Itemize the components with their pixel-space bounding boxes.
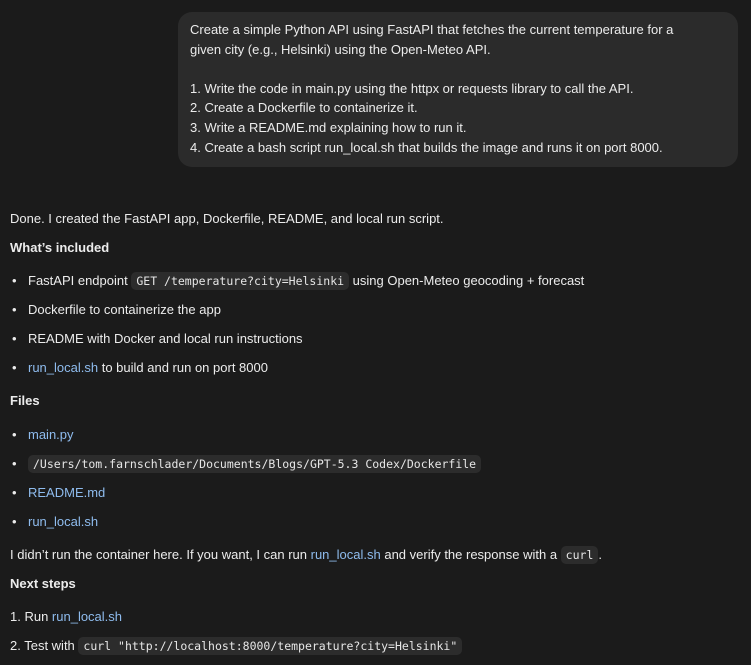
list-item [10,426,74,444]
list-item [10,272,584,290]
dockerfile-path-code: /Users/tom.farnschlader/Documents/Blogs/GPT-5.3 Codex/Dockerfile [28,455,481,473]
text: and verify the response with a [380,547,561,562]
bullet-icon: • [12,331,17,346]
inline-code: GET /temperature?city=Helsinki [131,272,349,290]
user-message-step: 4. Create a bash script run_local.sh that builds the image and runs it on port 8000. [190,139,663,155]
list-item [10,484,105,502]
included-heading: What’s included [10,240,110,255]
run-local-link[interactable]: run_local.sh [51,609,123,624]
user-message-step: 1. Write the code in main.py using the httpx or requests library to call the API. [190,80,634,96]
inline-code: curl [561,546,599,564]
list-item [10,330,303,348]
response-intro: Done. I created the FastAPI app, Dockerfile, README, and local run script. [10,211,444,226]
user-message-step: 3. Write a README.md explaining how to run it. [190,119,467,135]
bullet-icon: • [12,302,17,317]
list-item [10,359,268,377]
next-step [10,637,462,655]
files-heading: Files [10,393,40,408]
text: Dockerfile to containerize the app [28,302,221,317]
text: FastAPI endpoint [28,273,132,288]
bullet-icon: • [12,273,17,288]
next-steps-heading: Next steps [10,576,76,591]
readme-link[interactable]: README.md [28,485,106,500]
main-py-link[interactable]: main.py [28,427,74,442]
user-message-step: 2. Create a Dockerfile to containerize it. [190,100,418,116]
text: using Open-Meteo geocoding + forecast [349,273,585,288]
list-item [10,301,221,319]
run-local-file-link[interactable]: run_local.sh [28,514,99,529]
bullet-icon: • [12,427,17,442]
bullet-icon: • [12,456,17,471]
user-message-line: given city (e.g., Helsinki) using the Open-Meteo API. [190,41,491,57]
text: 2. Test with [10,638,79,653]
bullet-icon: • [12,485,17,500]
response-note [10,546,602,564]
bullet-icon: • [12,360,17,375]
run-local-link[interactable]: run_local.sh [28,360,99,375]
list-item [10,455,481,473]
user-message-bubble [178,12,738,167]
curl-command-code: curl "http://localhost:8000/temperature?city=Helsinki" [78,637,462,655]
text: . [598,547,602,562]
user-message-line: Create a simple Python API using FastAPI that fetches the current temperature for a [190,22,674,37]
run-local-link[interactable]: run_local.sh [310,547,381,562]
text: I didn’t run the container here. If you want, I can run [10,547,311,562]
text: README with Docker and local run instructions [28,331,303,346]
next-step [10,608,122,626]
list-item [10,513,98,531]
text: to build and run on port 8000 [98,360,268,375]
bullet-icon: • [12,514,17,529]
text: 1. Run [10,609,52,624]
